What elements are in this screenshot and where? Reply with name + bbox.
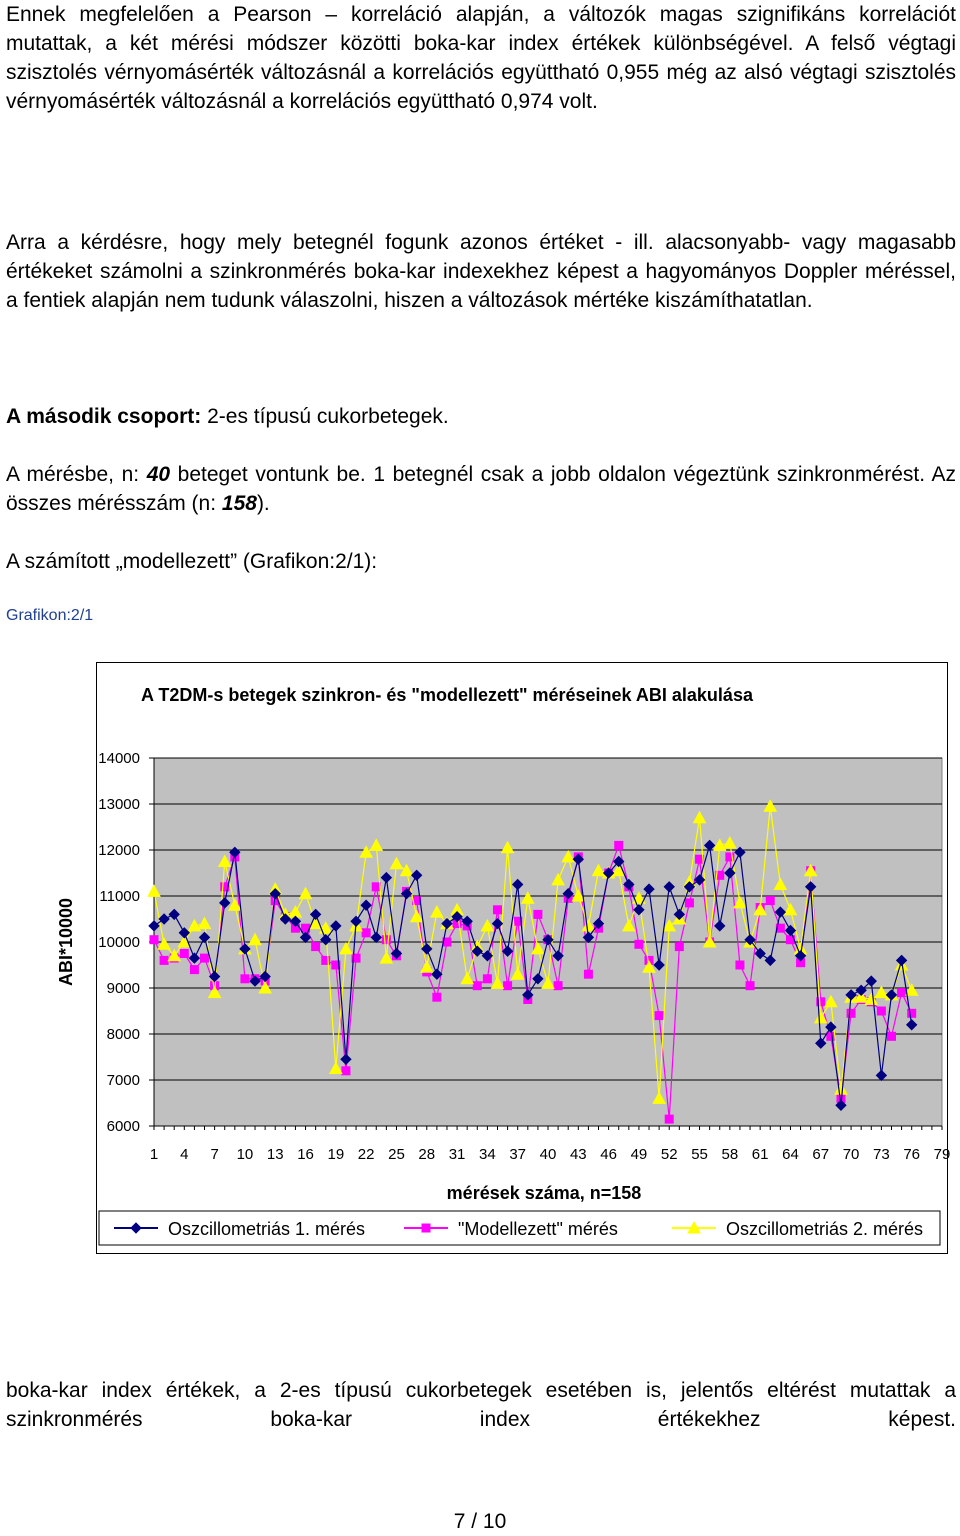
x-tick-label: 22 [357, 1146, 375, 1163]
sample-text-a: A mérésbe, n: [6, 463, 147, 486]
x-tick-label: 64 [782, 1146, 799, 1163]
section-heading-rest: 2-es típusú cukorbetegek. [201, 405, 449, 428]
chart-svg [56, 662, 951, 1254]
x-tick-label: 37 [509, 1146, 527, 1163]
data-point [534, 910, 542, 918]
data-point [433, 993, 441, 1001]
y-tick-label: 12000 [98, 842, 140, 859]
section-heading-bold: A második csoport: [6, 405, 202, 428]
x-tick-label: 46 [600, 1146, 617, 1163]
x-tick-label: 58 [721, 1146, 739, 1163]
data-point [483, 975, 491, 983]
data-point [655, 1012, 663, 1020]
data-point [887, 1032, 895, 1040]
data-point [342, 1067, 350, 1075]
data-point [685, 899, 693, 907]
x-tick-label: 4 [180, 1146, 189, 1163]
y-tick-label: 11000 [99, 888, 140, 905]
y-tick-label: 6000 [106, 1118, 140, 1135]
data-point [847, 1009, 855, 1017]
sample-n: 40 [146, 463, 171, 486]
y-tick-label: 14000 [98, 750, 140, 767]
x-tick-label: 16 [297, 1146, 314, 1163]
legend-label: "Modellezett" mérés [458, 1219, 618, 1239]
data-point [665, 1115, 673, 1123]
x-tick-label: 52 [660, 1146, 678, 1163]
chart-x-axis-label: mérések száma, n=158 [446, 1183, 642, 1203]
legend-marker [422, 1224, 430, 1232]
data-point [766, 897, 774, 905]
paragraph-conclusion: boka-kar index értékek, a 2-es típusú cukorbetegek esetében is, jelentős eltérést mutattak a szinkronmérés boka-kar index értékekhez képest. [6, 1379, 956, 1431]
section-heading [6, 402, 449, 431]
x-tick-label: 13 [266, 1146, 284, 1163]
page-number: 7 / 10 [453, 1510, 507, 1533]
x-tick-label: 1 [149, 1146, 159, 1163]
chart-y-axis-label: ABI*10000 [56, 897, 76, 987]
data-point [635, 940, 643, 948]
sample-total: 158 [221, 492, 257, 515]
data-point [584, 970, 592, 978]
x-tick-label: 25 [388, 1146, 405, 1163]
x-tick-label: 55 [691, 1146, 708, 1163]
x-tick-label: 31 [448, 1146, 466, 1163]
data-point [312, 943, 320, 951]
plot-area [98, 750, 950, 1163]
figure-caption: Grafikon:2/1 [6, 607, 94, 624]
x-tick-label: 10 [236, 1146, 254, 1163]
legend-label: Oszcillometriás 2. mérés [726, 1219, 924, 1239]
data-point [362, 929, 370, 937]
data-point [160, 956, 168, 964]
y-tick-label: 9000 [106, 980, 140, 997]
x-tick-label: 49 [630, 1146, 648, 1163]
data-point [473, 982, 481, 990]
data-point [675, 943, 683, 951]
x-tick-label: 70 [842, 1146, 860, 1163]
x-tick-label: 61 [751, 1146, 769, 1163]
x-tick-label: 19 [327, 1146, 345, 1163]
y-tick-label: 8000 [106, 1026, 140, 1043]
x-tick-label: 76 [903, 1146, 921, 1163]
x-tick-label: 40 [539, 1146, 557, 1163]
y-tick-label: 7000 [106, 1072, 140, 1089]
y-tick-label: 13000 [98, 796, 140, 813]
paragraph-question: Arra a kérdésre, hogy mely betegnél fogunk azonos értéket - ill. alacsonyabb- vagy magasabb értékeket számolni a szinkronmérés boka-kar indexekhez képest a hagyományos Doppler méréssel, a fentiek alapján nem tudunk válaszolni, hiszen a változások mértéke kiszámíthatatlan. [6, 231, 956, 312]
x-tick-label: 79 [933, 1146, 951, 1163]
data-point [877, 1007, 885, 1015]
chart-legend [99, 1211, 940, 1245]
data-point [554, 982, 562, 990]
sample-text-c: ). [256, 492, 270, 515]
data-point [827, 1032, 835, 1040]
paragraph-sample [6, 460, 956, 518]
data-point [898, 989, 906, 997]
x-tick-label: 34 [479, 1146, 496, 1163]
data-point [372, 883, 380, 891]
data-point [150, 936, 158, 944]
sample-text-b: beteget vontunk be. 1 betegnél csak a jobb oldalon végeztünk szinkronmérést. Az összes mérésszám (n: [6, 463, 956, 515]
abi-line-chart [56, 662, 951, 1254]
data-point [190, 966, 198, 974]
data-point [180, 950, 188, 958]
paragraph-modelled: A számított „modellezett” (Grafikon:2/1): [6, 550, 378, 573]
x-tick-label: 7 [210, 1146, 219, 1163]
data-point [241, 975, 249, 983]
x-tick-label: 73 [873, 1146, 890, 1163]
data-point [736, 961, 744, 969]
x-tick-label: 67 [812, 1146, 830, 1163]
x-tick-label: 43 [569, 1146, 587, 1163]
data-point [493, 906, 501, 914]
paragraph-correlation: Ennek megfelelően a Pearson – korreláció alapján, a változók magas szignifikáns korrelációt mutattak, a két mérési módszer közötti boka-kar index értékek különbségével. A felső végtagi szisztolés vérnyomásérték változásnál a korrelációs együttható 0,955 még az alsó végtagi szisztolés vérnyomásérték változásnál a korrelációs együttható 0,974 volt. [6, 3, 956, 113]
data-point [504, 982, 512, 990]
x-tick-label: 28 [418, 1146, 436, 1163]
data-point [201, 954, 209, 962]
legend-label: Oszcillometriás 1. mérés [168, 1219, 366, 1239]
data-point [746, 982, 754, 990]
chart-title: A T2DM-s betegek szinkron- és "modellezett" méréseinek ABI alakulása [141, 685, 753, 705]
y-tick-label: 10000 [98, 934, 140, 951]
data-point [615, 841, 623, 849]
